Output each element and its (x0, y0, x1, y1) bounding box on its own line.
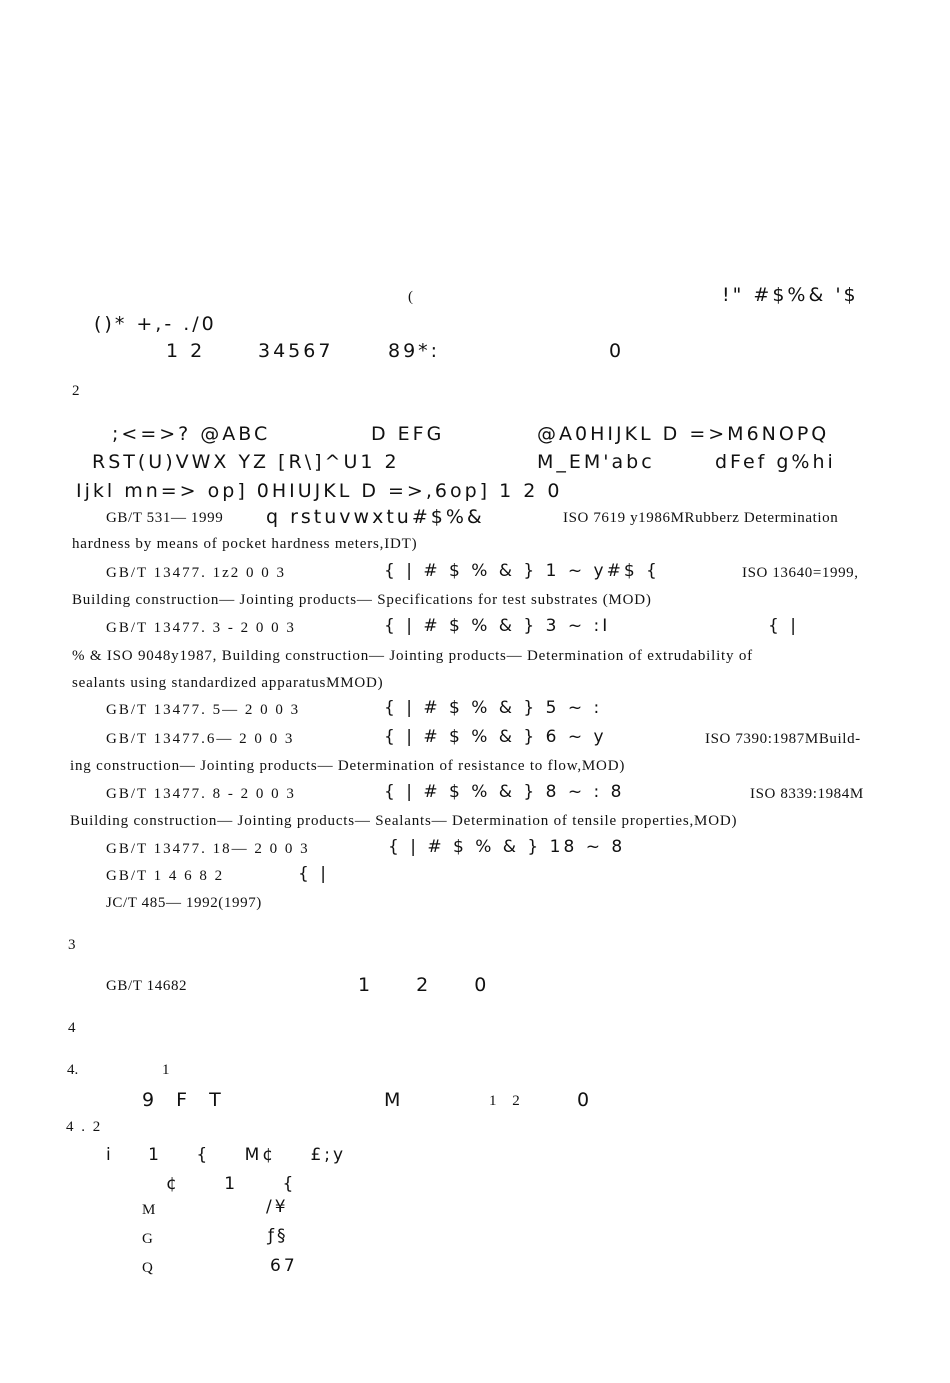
list-item-value: /¥ (266, 1197, 289, 1217)
top-right-heading: !" #$%& '$ (722, 284, 859, 306)
s2-para-1c: @A0HIJKL D =>M6NOPQ (537, 423, 830, 445)
ref-gb14682-title: { | (298, 864, 329, 884)
s2-para-3: Ijkl mn=> op] 0HIUJKL D =>,6op] 1 2 0 (76, 480, 563, 502)
ref-gb13477-6-title: { | # $ % & } 6 ~ y (384, 727, 607, 747)
ref-gb13477-3-continued-2: sealants using standardized apparatusMMOD) (72, 675, 384, 691)
ref-gb13477-6-code: GB/T 13477.6— 2 0 0 3 (106, 731, 295, 747)
list-item-key: Q (142, 1260, 153, 1276)
ref-gb531-continued: hardness by means of pocket hardness meters,IDT) (72, 536, 418, 552)
s2-para-1a: ;<=>? @ABC (112, 423, 271, 445)
ref-gb531-code: GB/T 531— 1999 (106, 510, 224, 526)
s2-para-2b: M_EM'abc (537, 451, 655, 473)
s4-1-line-a: 9 F T (142, 1089, 224, 1111)
s4-2-row-1: i 1 { M¢ £;y (106, 1145, 347, 1165)
ref-gb13477-18-title: { | # $ % & } 18 ~ 8 (388, 837, 626, 857)
list-item-value: 67 (270, 1256, 298, 1276)
s2-para-2c: dFef g%hi (715, 451, 836, 473)
section-4-number: 4 (68, 1020, 76, 1036)
ref-gb13477-1-code: GB/T 13477. 1z2 0 0 3 (106, 565, 287, 581)
ref-gb13477-6-iso: ISO 7390:1987MBuild- (705, 731, 861, 747)
section-4-2-number: 4 . 2 (66, 1119, 103, 1135)
ref-gb13477-5-code: GB/T 13477. 5— 2 0 0 3 (106, 702, 301, 718)
s2-para-1b: D EFG (371, 423, 445, 445)
s4-2-row-2: ¢ 1 { (166, 1174, 297, 1194)
s3-tail: 1 2 0 (358, 974, 490, 996)
ref-gb13477-8-continued: Building construction— Jointing products— Sealants— Determination of tensile properties,MOD) (70, 813, 738, 829)
top-line-3b: 34567 (258, 340, 334, 362)
ref-jc485-code: JC/T 485— 1992(1997) (106, 895, 262, 911)
list-item-value: ƒ§ (268, 1226, 289, 1246)
ref-gb13477-6-continued: ing construction— Jointing products— Determination of resistance to flow,MOD) (70, 758, 626, 774)
ref-gb13477-1-title: { | # $ % & } 1 ~ y#$ { (384, 561, 660, 581)
section-2-number: 2 (72, 383, 80, 399)
section-4-1-number: 4. (67, 1062, 79, 1078)
section-3-number: 3 (68, 937, 76, 953)
ref-gb13477-3-code: GB/T 13477. 3 - 2 0 0 3 (106, 620, 296, 636)
s4-1-line-b: M (384, 1089, 404, 1111)
ref-gb531-iso: ISO 7619 y1986MRubberz Determination (563, 510, 839, 526)
top-line-2: ()* +,- ./0 (94, 313, 217, 335)
ref-gb13477-1-continued: Building construction— Jointing products— Specifications for test substrates (MOD) (72, 592, 652, 608)
top-paren: ( (408, 289, 414, 305)
ref-gb14682-code: GB/T 1 4 6 8 2 (106, 868, 225, 884)
ref-gb13477-18-code: GB/T 13477. 18— 2 0 0 3 (106, 841, 310, 857)
top-line-3d: 0 (609, 340, 625, 362)
ref-gb13477-3-continued: % & ISO 9048y1987, Building construction— Jointing products— Determination of extrudability of (72, 648, 753, 664)
s4-1-line-d: 0 (577, 1089, 593, 1111)
s3-ref: GB/T 14682 (106, 978, 188, 994)
top-line-3c: 89*: (388, 340, 441, 362)
s2-para-2a: RST(U)VWX YZ [R\]^U1 2 (92, 451, 400, 473)
ref-gb13477-3-tail: { | (768, 616, 799, 636)
s4-1-line-c: 1 2 (489, 1093, 520, 1109)
top-line-3a: 1 2 (166, 340, 206, 362)
ref-gb13477-5-title: { | # $ % & } 5 ~ : (384, 698, 603, 718)
ref-gb13477-8-iso: ISO 8339:1984M (750, 786, 864, 802)
ref-gb13477-8-title: { | # $ % & } 8 ~ : 8 (384, 782, 625, 802)
list-item-key: G (142, 1231, 153, 1247)
section-4-1-title: 1 (162, 1062, 170, 1078)
ref-gb13477-1-iso: ISO 13640=1999, (742, 565, 859, 581)
ref-gb13477-3-title: { | # $ % & } 3 ~ :I (384, 616, 611, 636)
ref-gb531-title: q rstuvwxtu#$%& (266, 506, 485, 528)
ref-gb13477-8-code: GB/T 13477. 8 - 2 0 0 3 (106, 786, 296, 802)
list-item-key: M (142, 1202, 156, 1218)
